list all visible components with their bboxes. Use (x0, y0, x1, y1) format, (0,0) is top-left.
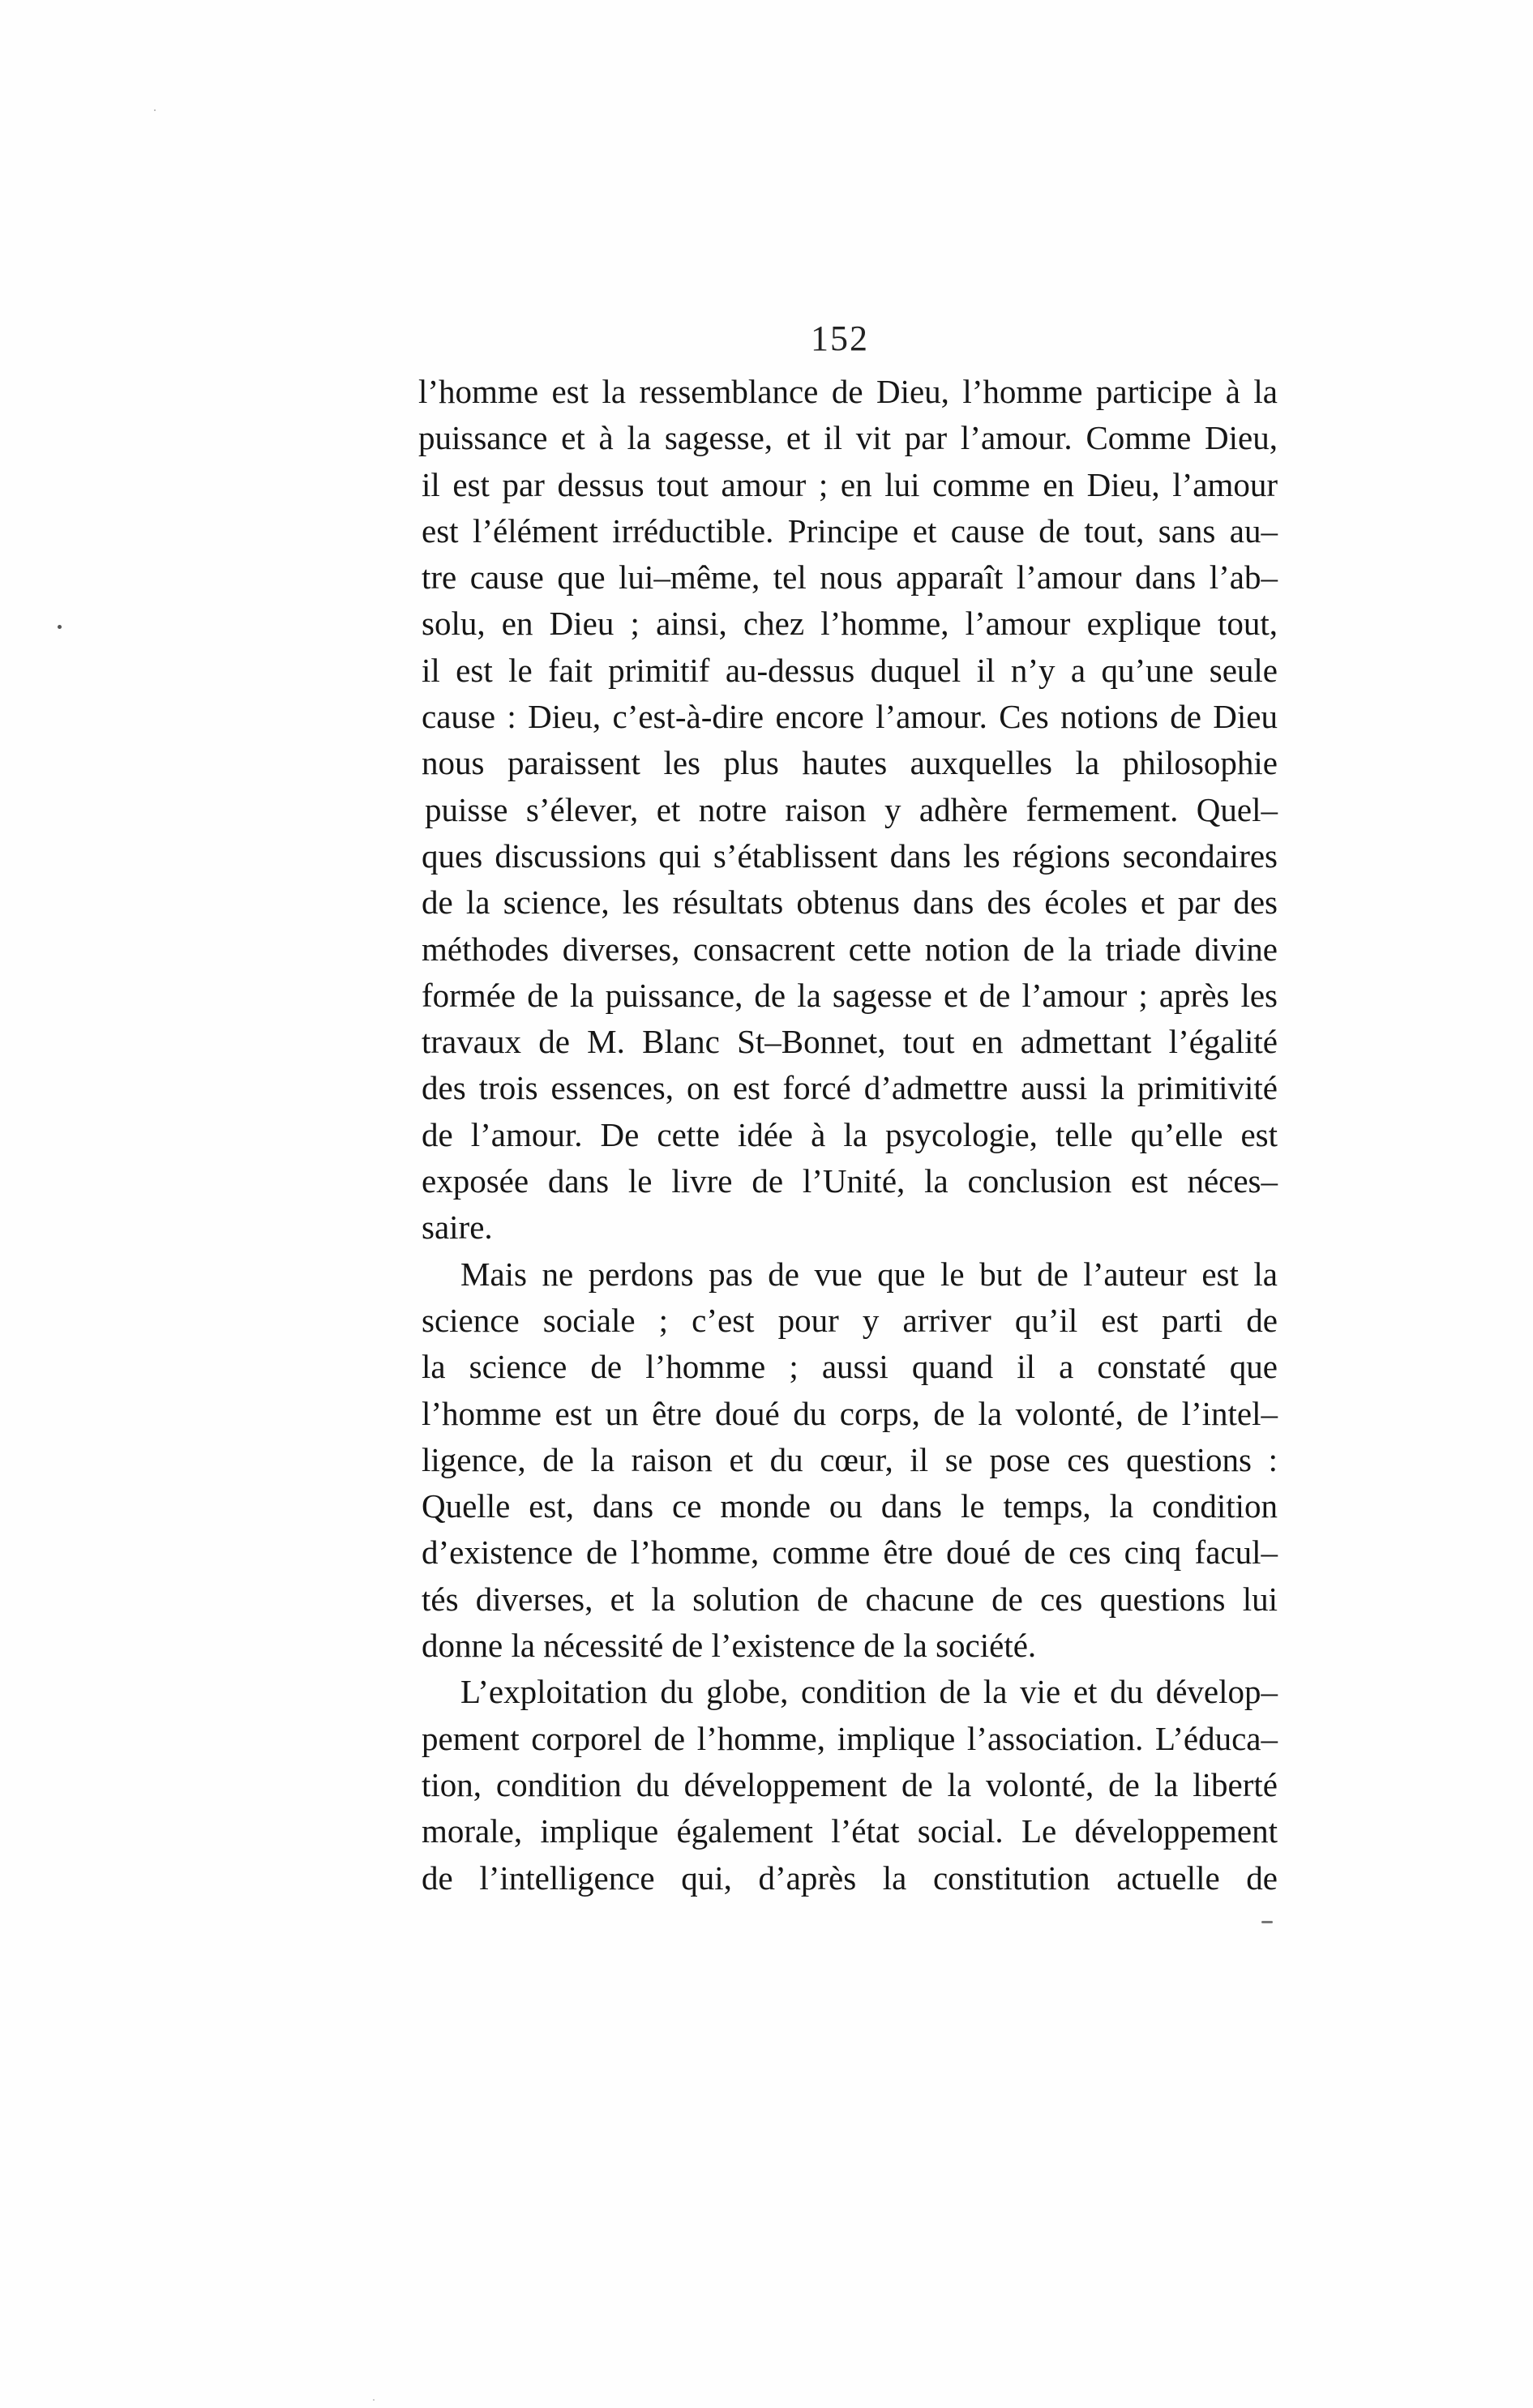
scan-speck (154, 109, 156, 111)
text-line: ques discussions qui s’établissent dans les régions secondaires (422, 836, 1278, 875)
text-line: la science de l’homme ; aussi quand il a constaté que (422, 1348, 1278, 1386)
text-line: tion, condition du développement de la volonté, de la liberté (422, 1765, 1278, 1803)
text-line: tre cause que lui–même, tel nous apparaît l’amour dans l’ab– (422, 558, 1278, 597)
text-line: saire. (422, 1208, 493, 1247)
text-line: de l’intelligence qui, d’après la constitution actuelle de (422, 1858, 1278, 1897)
text-line: des trois essences, on est forcé d’admettre aussi la primitivité (422, 1069, 1278, 1107)
text-line: nous paraissent les plus hautes auxquelles la philosophie (422, 744, 1278, 782)
body-text (418, 369, 1278, 1901)
text-line: de l’amour. De cette idée à la psycologie, telle qu’elle est (422, 1115, 1278, 1153)
text-line: Mais ne perdons pas de vue que le but de l’auteur est la (460, 1255, 1278, 1293)
scan-speck (58, 625, 62, 629)
text-line: l’homme est un être doué du corps, de la volonté, de l’intel– (422, 1394, 1278, 1432)
text-line: cause : Dieu, c’est-à-dire encore l’amour. Ces notions de Dieu (422, 698, 1278, 736)
paragraph-1 (418, 369, 1278, 1251)
text-line: de la science, les résultats obtenus dans des écoles et par des (422, 883, 1278, 922)
scan-speck (373, 2399, 375, 2401)
text-line: il est le fait primitif au-dessus duquel il n’y a qu’une seule (422, 651, 1278, 689)
paragraph-2 (418, 1251, 1278, 1670)
text-line: travaux de M. Blanc St–Bonnet, tout en admettant l’égalité (422, 1023, 1278, 1061)
text-line: d’existence de l’homme, comme être doué de ces cinq facul– (422, 1533, 1278, 1572)
text-line: il est par dessus tout amour ; en lui comme en Dieu, l’amour (422, 465, 1278, 503)
text-line: méthodes diverses, consacrent cette notion de la triade divine (422, 930, 1278, 968)
text-line: Quelle est, dans ce monde ou dans le temps, la condition (422, 1487, 1278, 1525)
text-line: puissance et à la sagesse, et il vit par l’amour. Comme Dieu, (418, 419, 1278, 457)
text-line: ligence, de la raison et du cœur, il se pose ces questions : (422, 1440, 1278, 1478)
page-number: 152 (811, 319, 869, 358)
paragraph-3 (418, 1669, 1278, 1901)
text-line: exposée dans le livre de l’Unité, la conclusion est néces– (422, 1162, 1278, 1200)
text-line: puisse s’élever, et notre raison y adhère fermement. Quel– (425, 790, 1278, 828)
text-line: tés diverses, et la solution de chacune de ces questions lui (422, 1580, 1278, 1618)
text-line: solu, en Dieu ; ainsi, chez l’homme, l’amour explique tout, (422, 605, 1278, 643)
scan-speck (1261, 1921, 1273, 1923)
text-line: science sociale ; c’est pour y arriver qu’il est parti de (422, 1301, 1278, 1339)
text-line: l’homme est la ressemblance de Dieu, l’homme participe à la (418, 373, 1278, 410)
text-line: est l’élément irréductible. Principe et cause de tout, sans au– (422, 511, 1278, 550)
text-line: L’exploitation du globe, condition de la vie et du dévelop– (460, 1673, 1278, 1711)
text-line: donne la nécessité de l’existence de la société. (422, 1627, 1037, 1665)
text-line: formée de la puissance, de la sagesse et de l’amour ; après les (422, 976, 1278, 1014)
text-line: pement corporel de l’homme, implique l’association. L’éduca– (422, 1719, 1278, 1757)
text-line: morale, implique également l’état social. Le développement (422, 1812, 1278, 1850)
